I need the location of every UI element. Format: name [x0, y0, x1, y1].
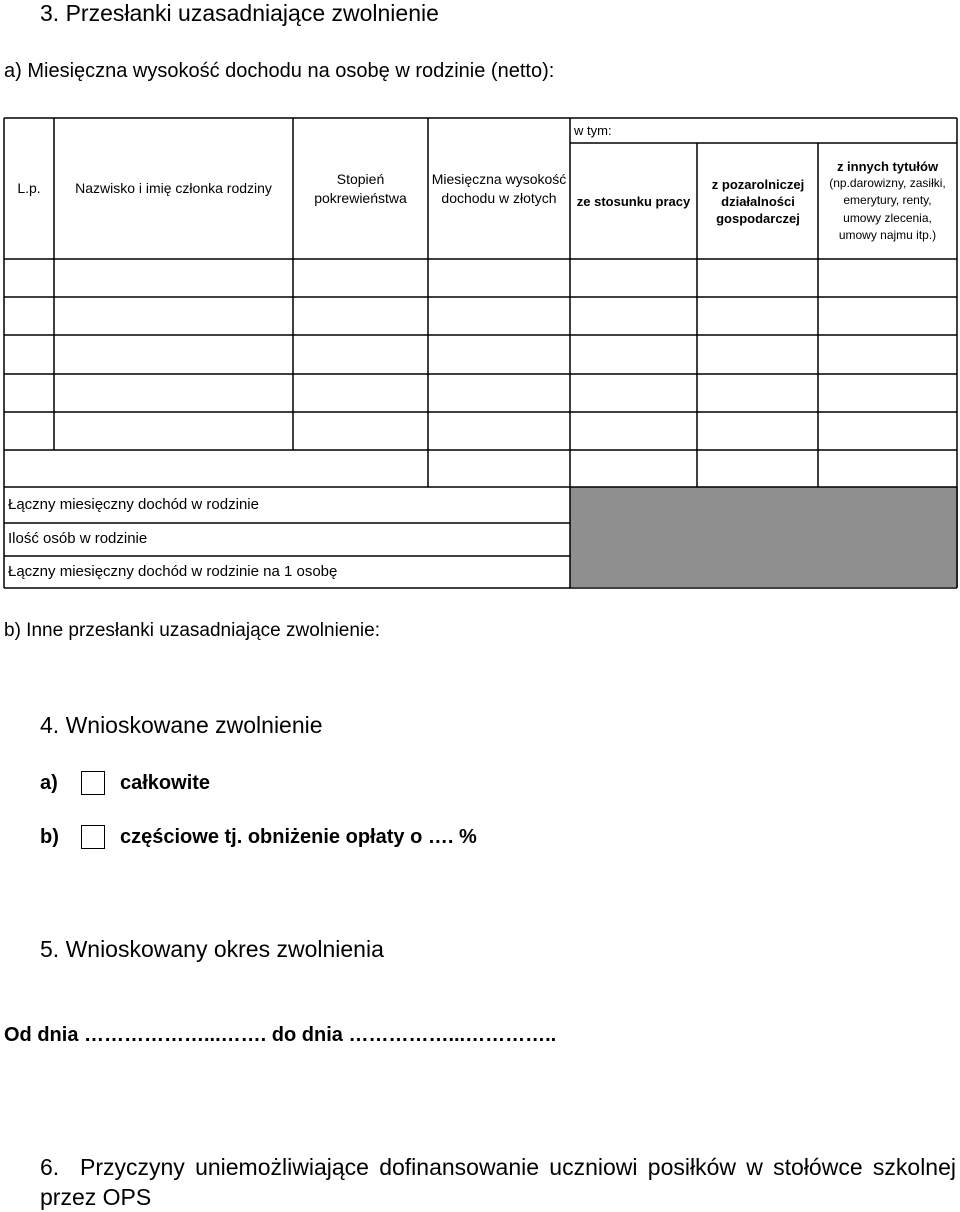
option-b-marker: b) [40, 826, 59, 848]
col-header-relation: Stopień pokrewieństwa [314, 170, 407, 206]
summary-household-size: Ilość osób w rodzinie [8, 530, 148, 547]
checkbox-partial-exemption[interactable] [81, 825, 105, 849]
col-header-other-title: z innych tytułów [836, 158, 939, 174]
section-3a-label: a) Miesięczna wysokość dochodu na osobę w rodzinie (netto): [4, 60, 555, 82]
col-header-lp: L.p. [17, 180, 41, 196]
summary-total-income: Łączny miesięczny dochód w rodzinie [8, 496, 259, 513]
section-5-heading: 5. Wnioskowany okres zwolnienia [40, 936, 384, 962]
section-6-title: Przyczyny uniemożliwiające dofinansowanie uczniowi posiłków w stołówce szkolnej przez OPS [40, 1154, 956, 1210]
option-a-marker: a) [40, 772, 58, 794]
option-b-label: częściowe tj. obniżenie opłaty o …. % [120, 826, 477, 848]
table-row [4, 412, 957, 450]
table-row [4, 374, 957, 412]
table-row [4, 335, 957, 374]
checkbox-full-exemption[interactable] [81, 771, 105, 795]
section-3-heading: 3. Przesłanki uzasadniające zwolnienie [40, 0, 439, 26]
col-header-name: Nazwisko i imię członka rodziny [75, 180, 272, 196]
col-header-business: z pozarolniczej działalności gospodarczej [711, 176, 805, 226]
table-row [4, 259, 957, 297]
summary-income-per-person: Łączny miesięczny dochód w rodzinie na 1 osobę [8, 563, 338, 580]
section-3b-label: b) Inne przesłanki uzasadniające zwolnienie: [4, 620, 381, 641]
section-4-heading: 4. Wnioskowane zwolnienie [40, 712, 323, 738]
col-header-monthly-income: Miesięczna wysokość dochodu w złotych [431, 170, 567, 206]
section-6-heading [40, 1152, 956, 1212]
option-a-label: całkowite [120, 772, 211, 794]
table-row [4, 297, 957, 335]
exemption-period-line: Od dnia ………………...……. do dnia ……………...………….. [4, 1024, 557, 1046]
col-header-other-note: (np.darowizny, zasiłki, emerytury, renty, umowy zlecenia, umowy najmu itp.) [829, 175, 946, 242]
col-header-employment: ze stosunku pracy [576, 193, 691, 209]
shaded-summary-block [570, 487, 958, 587]
col-header-other [818, 143, 957, 259]
col-group-header-w-tym: w tym: [574, 123, 612, 138]
section-6-number: 6. [40, 1154, 60, 1180]
